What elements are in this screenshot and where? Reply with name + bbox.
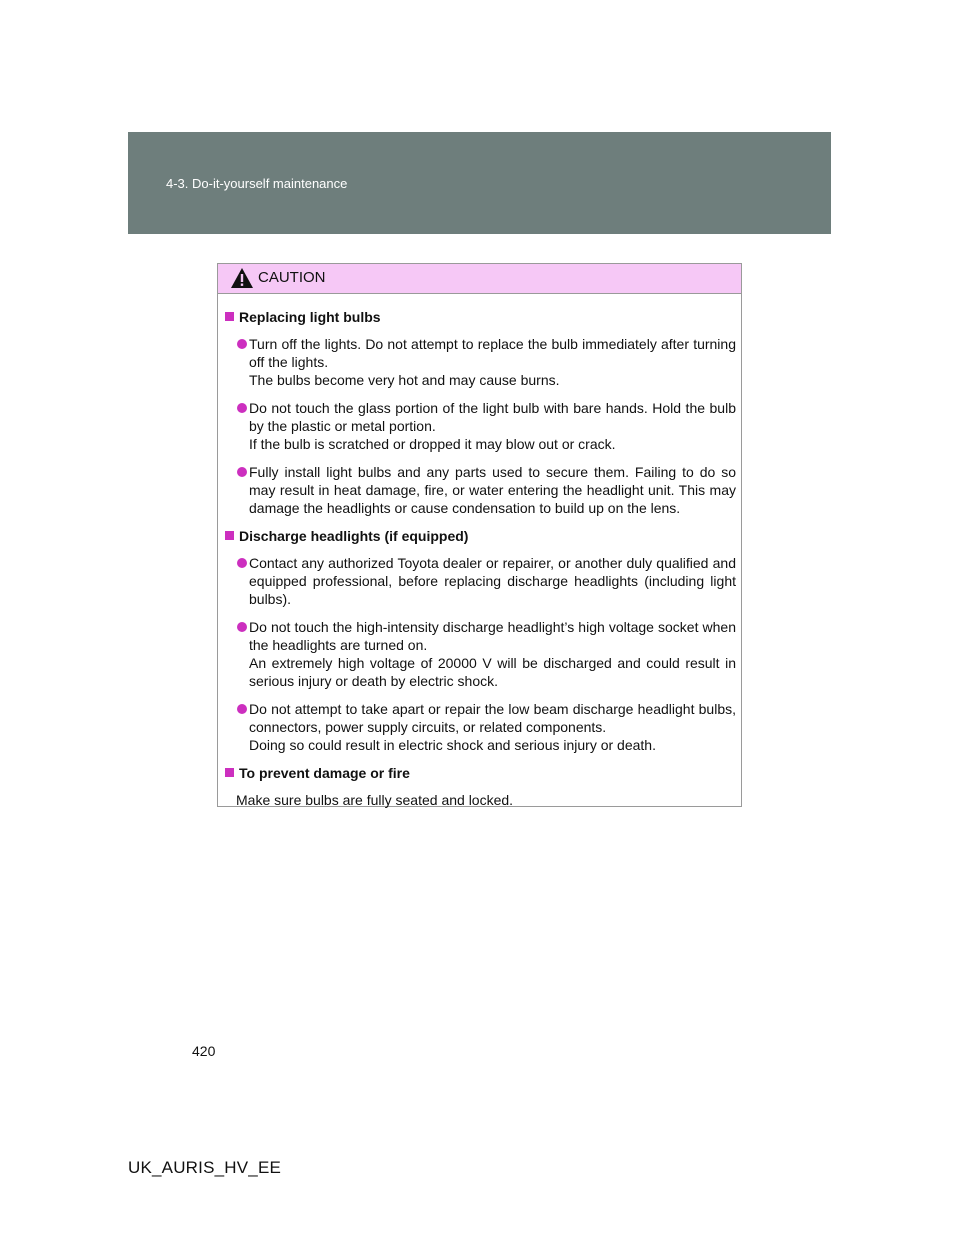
list-item: Contact any authorized Toyota dealer or repairer, or another duly qualified and equipped professional, before replacing discharge headlights (including light bulbs).: [224, 554, 736, 608]
list-item: Do not touch the high-intensity discharge headlight’s high voltage socket when the headlights are turned on. An extremely high voltage of 20000 V will be discharged and could result in serious injury or death by electric shock.: [224, 618, 736, 690]
section-heading: Discharge headlights (if equipped): [224, 527, 736, 545]
warning-triangle-icon: [230, 267, 254, 289]
square-bullet-icon: [225, 312, 234, 321]
section-heading: To prevent damage or fire: [224, 764, 736, 782]
section-title: 4-3. Do-it-yourself maintenance: [166, 176, 348, 191]
round-bullet-icon: [237, 558, 247, 568]
caution-box: [217, 263, 742, 807]
round-bullet-icon: [237, 339, 247, 349]
round-bullet-icon: [237, 467, 247, 477]
square-bullet-icon: [225, 768, 234, 777]
caution-title: CAUTION: [258, 269, 326, 286]
list-item: Do not touch the glass portion of the light bulb with bare hands. Hold the bulb by the plastic or metal portion. If the bulb is scratched or dropped it may blow out or crack.: [224, 399, 736, 453]
round-bullet-icon: [237, 403, 247, 413]
page-number: 420: [192, 1043, 216, 1059]
square-bullet-icon: [225, 531, 234, 540]
caution-header: [218, 264, 741, 294]
header-band: [128, 132, 831, 234]
section-heading: Replacing light bulbs: [224, 308, 736, 326]
caution-body: [218, 294, 741, 809]
section-text: Make sure bulbs are fully seated and locked.: [236, 792, 514, 808]
list-item: Do not attempt to take apart or repair the low beam discharge headlight bulbs, connectors, power supply circuits, or related components. Doing so could result in electric shock and serious injury or death.: [224, 700, 736, 754]
list-item: Fully install light bulbs and any parts used to secure them. Failing to do so may result in heat damage, fire, or water entering the headlight unit. This may damage the headlights or cause condensation to build up on the lens.: [224, 463, 736, 517]
round-bullet-icon: [237, 704, 247, 714]
document-code: UK_AURIS_HV_EE: [128, 1158, 282, 1177]
round-bullet-icon: [237, 622, 247, 632]
list-item: Turn off the lights. Do not attempt to replace the bulb immediately after turning off the lights. The bulbs become very hot and may cause burns.: [224, 335, 736, 389]
